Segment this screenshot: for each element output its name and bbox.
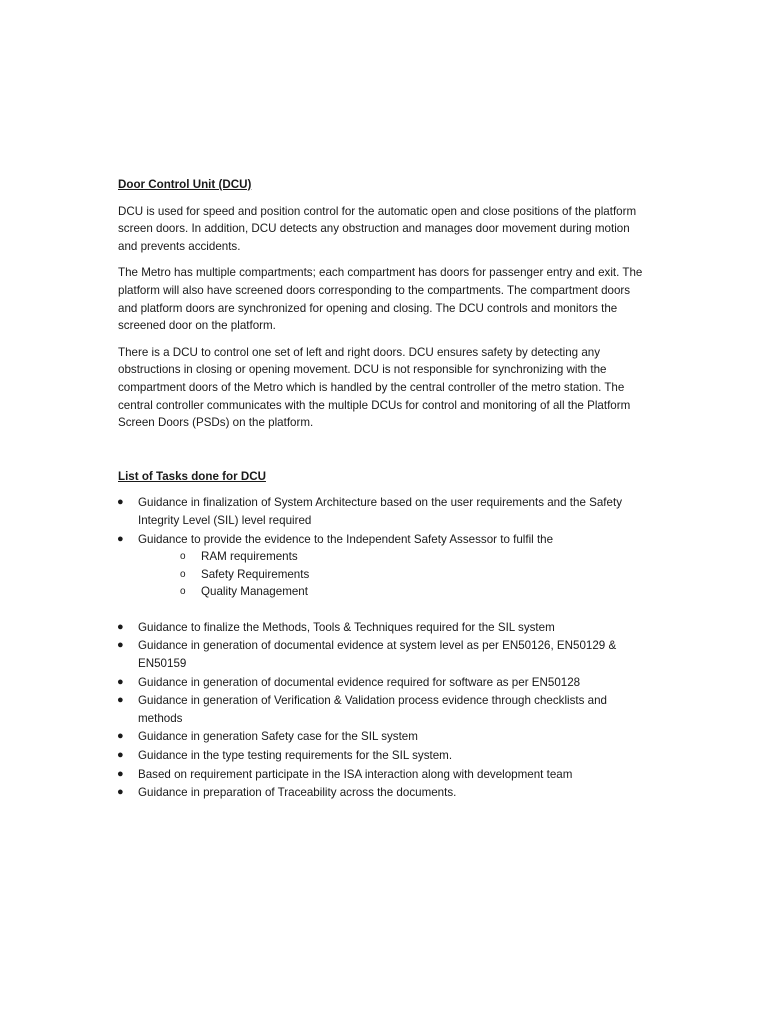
list-item-text: Guidance in the type testing requirements for the SIL system.	[138, 749, 453, 763]
paragraph-dcu-purpose: DCU is used for speed and position control for the automatic open and close positions of the platform screen doors. In addition, DCU detects any obstruction and manages door movement during motion and prevents accidents.	[118, 204, 637, 253]
list-item	[118, 692, 648, 727]
list-item-text: Guidance to finalize the Methods, Tools & Techniques required for the SIL system	[138, 620, 555, 634]
list-item	[118, 747, 648, 765]
list-item	[118, 619, 648, 637]
circle-bullet-icon: o	[180, 586, 186, 598]
list-item-text: Guidance in preparation of Traceability across the documents.	[138, 786, 457, 800]
circle-bullet-icon: o	[180, 551, 186, 563]
list-item	[118, 494, 648, 529]
bullet-icon: ●	[117, 532, 124, 545]
list-item	[118, 531, 648, 601]
bullet-icon: ●	[117, 675, 124, 688]
document-page	[118, 176, 648, 803]
paragraph-dcu-safety: There is a DCU to control one set of left and right doors. DCU ensures safety by detecting any obstructions in closing or opening movement. DCU is not responsible for synchronizing with the compartment doors of the Metro which is handled by the central controller of the metro station. The central controller communicates with the multiple DCUs for control and monitoring of all the Platform Screen Doors (PSDs) on the platform.	[118, 345, 631, 430]
sub-list-item	[180, 548, 648, 566]
section-title-tasks: List of Tasks done for DCU	[118, 469, 266, 483]
sub-list-item	[180, 566, 648, 584]
list-item-text: Guidance in generation of documental evidence at system level as per EN50126, EN50129 & EN50159	[138, 639, 617, 671]
list-item	[118, 637, 648, 672]
task-list-b	[118, 619, 648, 802]
bullet-icon: ●	[117, 749, 124, 762]
bullet-icon: ●	[117, 786, 124, 799]
section-title-dcu: Door Control Unit (DCU)	[118, 178, 252, 191]
list-gap	[118, 602, 648, 619]
circle-bullet-icon: o	[180, 568, 186, 580]
bullet-icon: ●	[117, 620, 124, 633]
sub-list	[138, 548, 648, 601]
section-spacer	[118, 441, 648, 468]
list-item-text: Based on requirement participate in the ISA interaction along with development team	[138, 767, 573, 781]
bullet-icon: ●	[117, 496, 124, 509]
sub-list-item-text: Safety Requirements	[201, 567, 310, 581]
list-item	[118, 674, 648, 692]
paragraph-metro-compartments: The Metro has multiple compartments; each compartment has doors for passenger entry and exit. The platform will also have screened doors corresponding to the compartments. The compartment doors and platform doors are synchronized for opening and closing. The DCU controls and monitors the screened door on the platform.	[118, 266, 643, 333]
sub-list-item-text: Quality Management	[201, 585, 308, 599]
list-item-text: Guidance in generation of Verification & Validation process evidence through checklists and methods	[138, 694, 607, 725]
list-item	[118, 728, 648, 746]
bullet-icon: ●	[117, 639, 124, 652]
list-item-text: Guidance in generation Safety case for the SIL system	[138, 730, 418, 744]
list-item-text: Guidance in finalization of System Architecture based on the user requirements and the Safety Integrity Level (SIL) level required	[138, 496, 622, 527]
list-item-text: Guidance to provide the evidence to the Independent Safety Assessor to fulfil the	[138, 532, 554, 546]
bullet-icon: ●	[117, 730, 124, 743]
list-item-text: Guidance in generation of documental evidence required for software as per EN50128	[138, 675, 581, 689]
task-list-a	[118, 494, 648, 601]
sub-list-item	[180, 583, 648, 601]
bullet-icon: ●	[117, 767, 124, 780]
bullet-icon: ●	[117, 694, 124, 707]
list-item	[118, 766, 648, 784]
sub-list-item-text: RAM requirements	[201, 550, 298, 564]
list-item	[118, 784, 648, 802]
